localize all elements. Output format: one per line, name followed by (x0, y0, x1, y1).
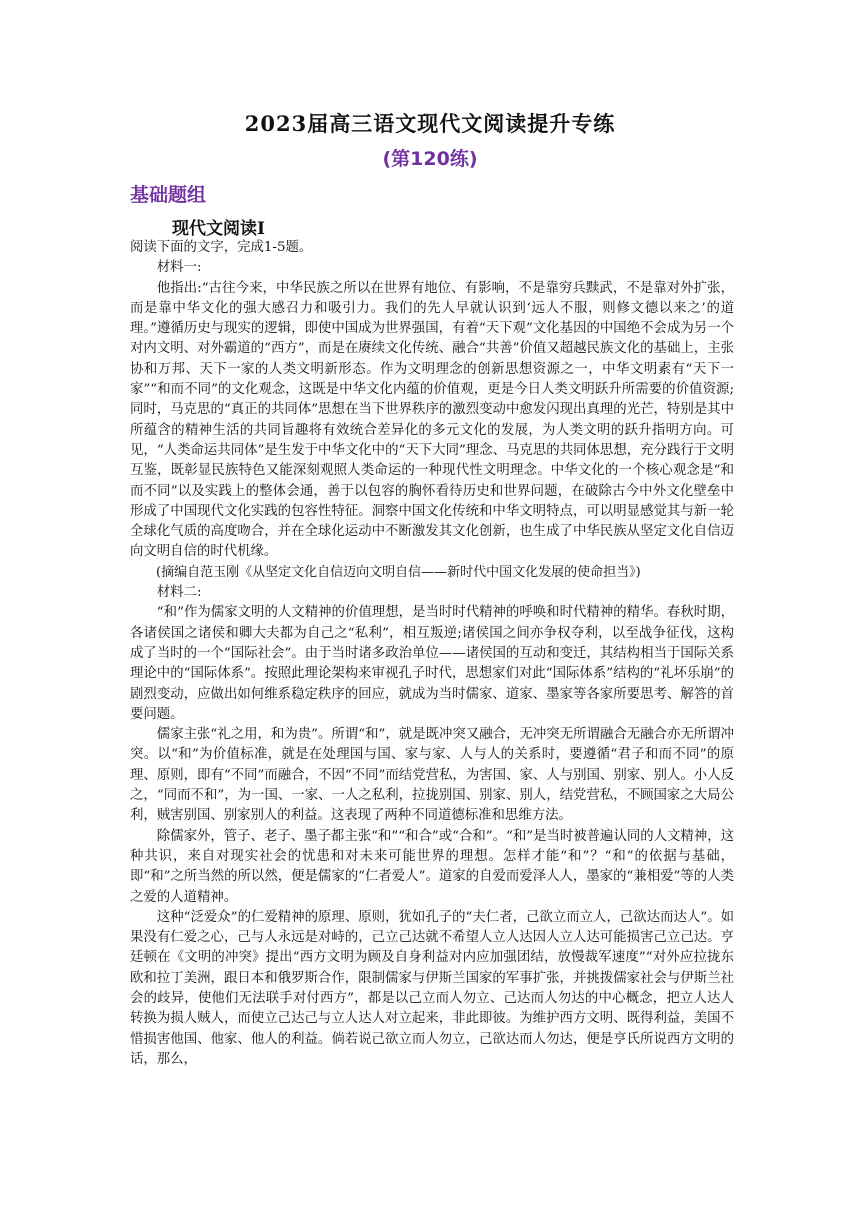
material2-paragraph: 这种“泛爱众”的仁爱精神的原理、原则，犹如孔子的“夫仁者，己欲立而立人，己欲达而达人”。如果没有仁爱之心，己与人永远是对峙的，己立己达就不希望人立人达因人立人达可能损害己立己达。亨廷顿在《文明的冲突》提出“西方文明为顾及自身利益对内应加强团结，放慢裁军速度”“对外应拉拢东欧和拉丁美洲，跟日本和俄罗斯合作，限制儒家与伊斯兰国家的军事扩张，并挑拨儒家社会与伊斯兰社会的歧异，使他们无法联手对付西方”，都是以己立而人勿立、己达而人勿达的中心概念，把立人达人转换为损人贼人，而使立己达己与立人达人对立起来，非此即彼。为维护西方文明、既得利益，美国不惜损害他国、他家、他人的利益。倘若说己欲立而人勿立，己欲达而人勿达，便是亨氏所说西方文明的话，那么， (130, 909, 734, 1067)
instruction-text: 阅读下面的文字，完成1-5题。 (130, 240, 313, 255)
material2-paragraph: 除儒家外，管子、老子、墨子都主张“和”“和合”或“合和”。“和”是当时被普遍认同的人文精神，这种共识，来自对现实社会的忧患和对未来可能世界的理想。怎样才能“和”？“和”的依据与基础，即“和”之所当然的所以然，便是儒家的“仁者爱人”。道家的自爱而爱泽人人，墨家的“兼相爱”等的人类之爱的人道精神。 (130, 828, 734, 905)
body-text (130, 238, 734, 1070)
material1-paragraph: 他指出:“古往今来，中华民族之所以在世界有地位、有影响，不是靠穷兵黩武，不是靠对外扩张，而是靠中华文化的强大感召力和吸引力。我们的先人早就认识到‘远人不服，则修文德以来之’的道理。”遵循历史与现实的逻辑，即使中国成为世界强国，有着“天下观”文化基因的中国绝不会成为另一个对内文明、对外霸道的“西方”，而是在赓续文化传统、融合“共善”价值又超越民族文化的基础上，主张协和万邦、天下一家的人类文明新形态。作为文明理念的创新思想资源之一，中华文明素有“天下一家”“和而不同”的文化观念，这既是中华文化内蕴的价值观，更是今日人类文明跃升所需要的价值资源;同时，马克思的“真正的共同体”思想在当下世界秩序的激烈变动中愈发闪现出真理的光芒，特别是其中所蕴含的精神生活的共同旨趣将有效统合差异化的多元文化的发展，为人类文明的跃升指明方向。可见，“人类命运共同体”是生发于中华文化中的“天下大同”理念、马克思的共同体思想，充分践行于文明互鉴，既彰显民族特色又能深刻观照人类命运的一种现代性文明理念。中华文化的一个核心观念是“和而不同”以及实践上的整体会通，善于以包容的胸怀看待历史和世界问题，在破除古今中外文化壁垒中形成了中国现代文化实践的包容性特征。洞察中国文化传统和中华文明特点，可以明显感觉其与新一轮全球化气质的高度吻合，并在全球化运动中不断激发其文化创新，也生成了中华民族从坚定文化自信迈向文明自信的时代机缘。 (130, 280, 734, 560)
material2-label: 材料二: (156, 585, 202, 601)
material1-label: 材料一: (156, 260, 202, 276)
document-title: 2023届高三语文现代文阅读提升专练 (244, 111, 616, 136)
material1-source: (摘编自范玉刚《从坚定文化自信迈向文明自信——新时代中国文化发展的使命担当》) (156, 564, 641, 580)
material2-paragraph: “和”作为儒家文明的人文精神的价值理想，是当时时代精神的呼唤和时代精神的精华。春秋时期，各诸侯国之诸侯和卿大夫都为自己之“私利”，相互叛逆;诸侯国之间亦争权夺利，以至战争征伐，这构成了当时的一个“国际社会”。由于当时诸多政治单位——诸侯国的互动和变迁，其结构相当于国际关系理论中的“国际体系”。按照此理论架构来审视孔子时代，思想家们对此“国际体系”结构的“礼坏乐崩”的剧烈变动，应做出如何维系稳定秩序的回应，就成为当时儒家、道家、墨家等各家所要思考、解答的首要问题。 (130, 605, 734, 722)
document-subtitle: (第120练) (382, 148, 478, 170)
material2-paragraph: 儒家主张“礼之用，和为贵”。所谓“和”，就是既冲突又融合，无冲突无所谓融合无融合亦无所谓冲突。以“和”为价值标准，就是在处理国与国、家与家、人与人的关系时，要遵循“君子和而不同”的原理、原则，即有“不同”而融合，不因“不同”而结党营私，为害国、家、人与别国、别家、别人。小人反之，“同而不和”，为一国、一家、一人之私利，拉拢别国、别家、别人，结党营私，不顾国家之大局公利，贼害别国、别家别人的利益。这表现了两种不同道德标准和思维方法。 (130, 727, 734, 824)
reading-heading: 现代文阅读Ⅰ (172, 219, 265, 239)
section-heading: 基础题组 (130, 184, 207, 206)
